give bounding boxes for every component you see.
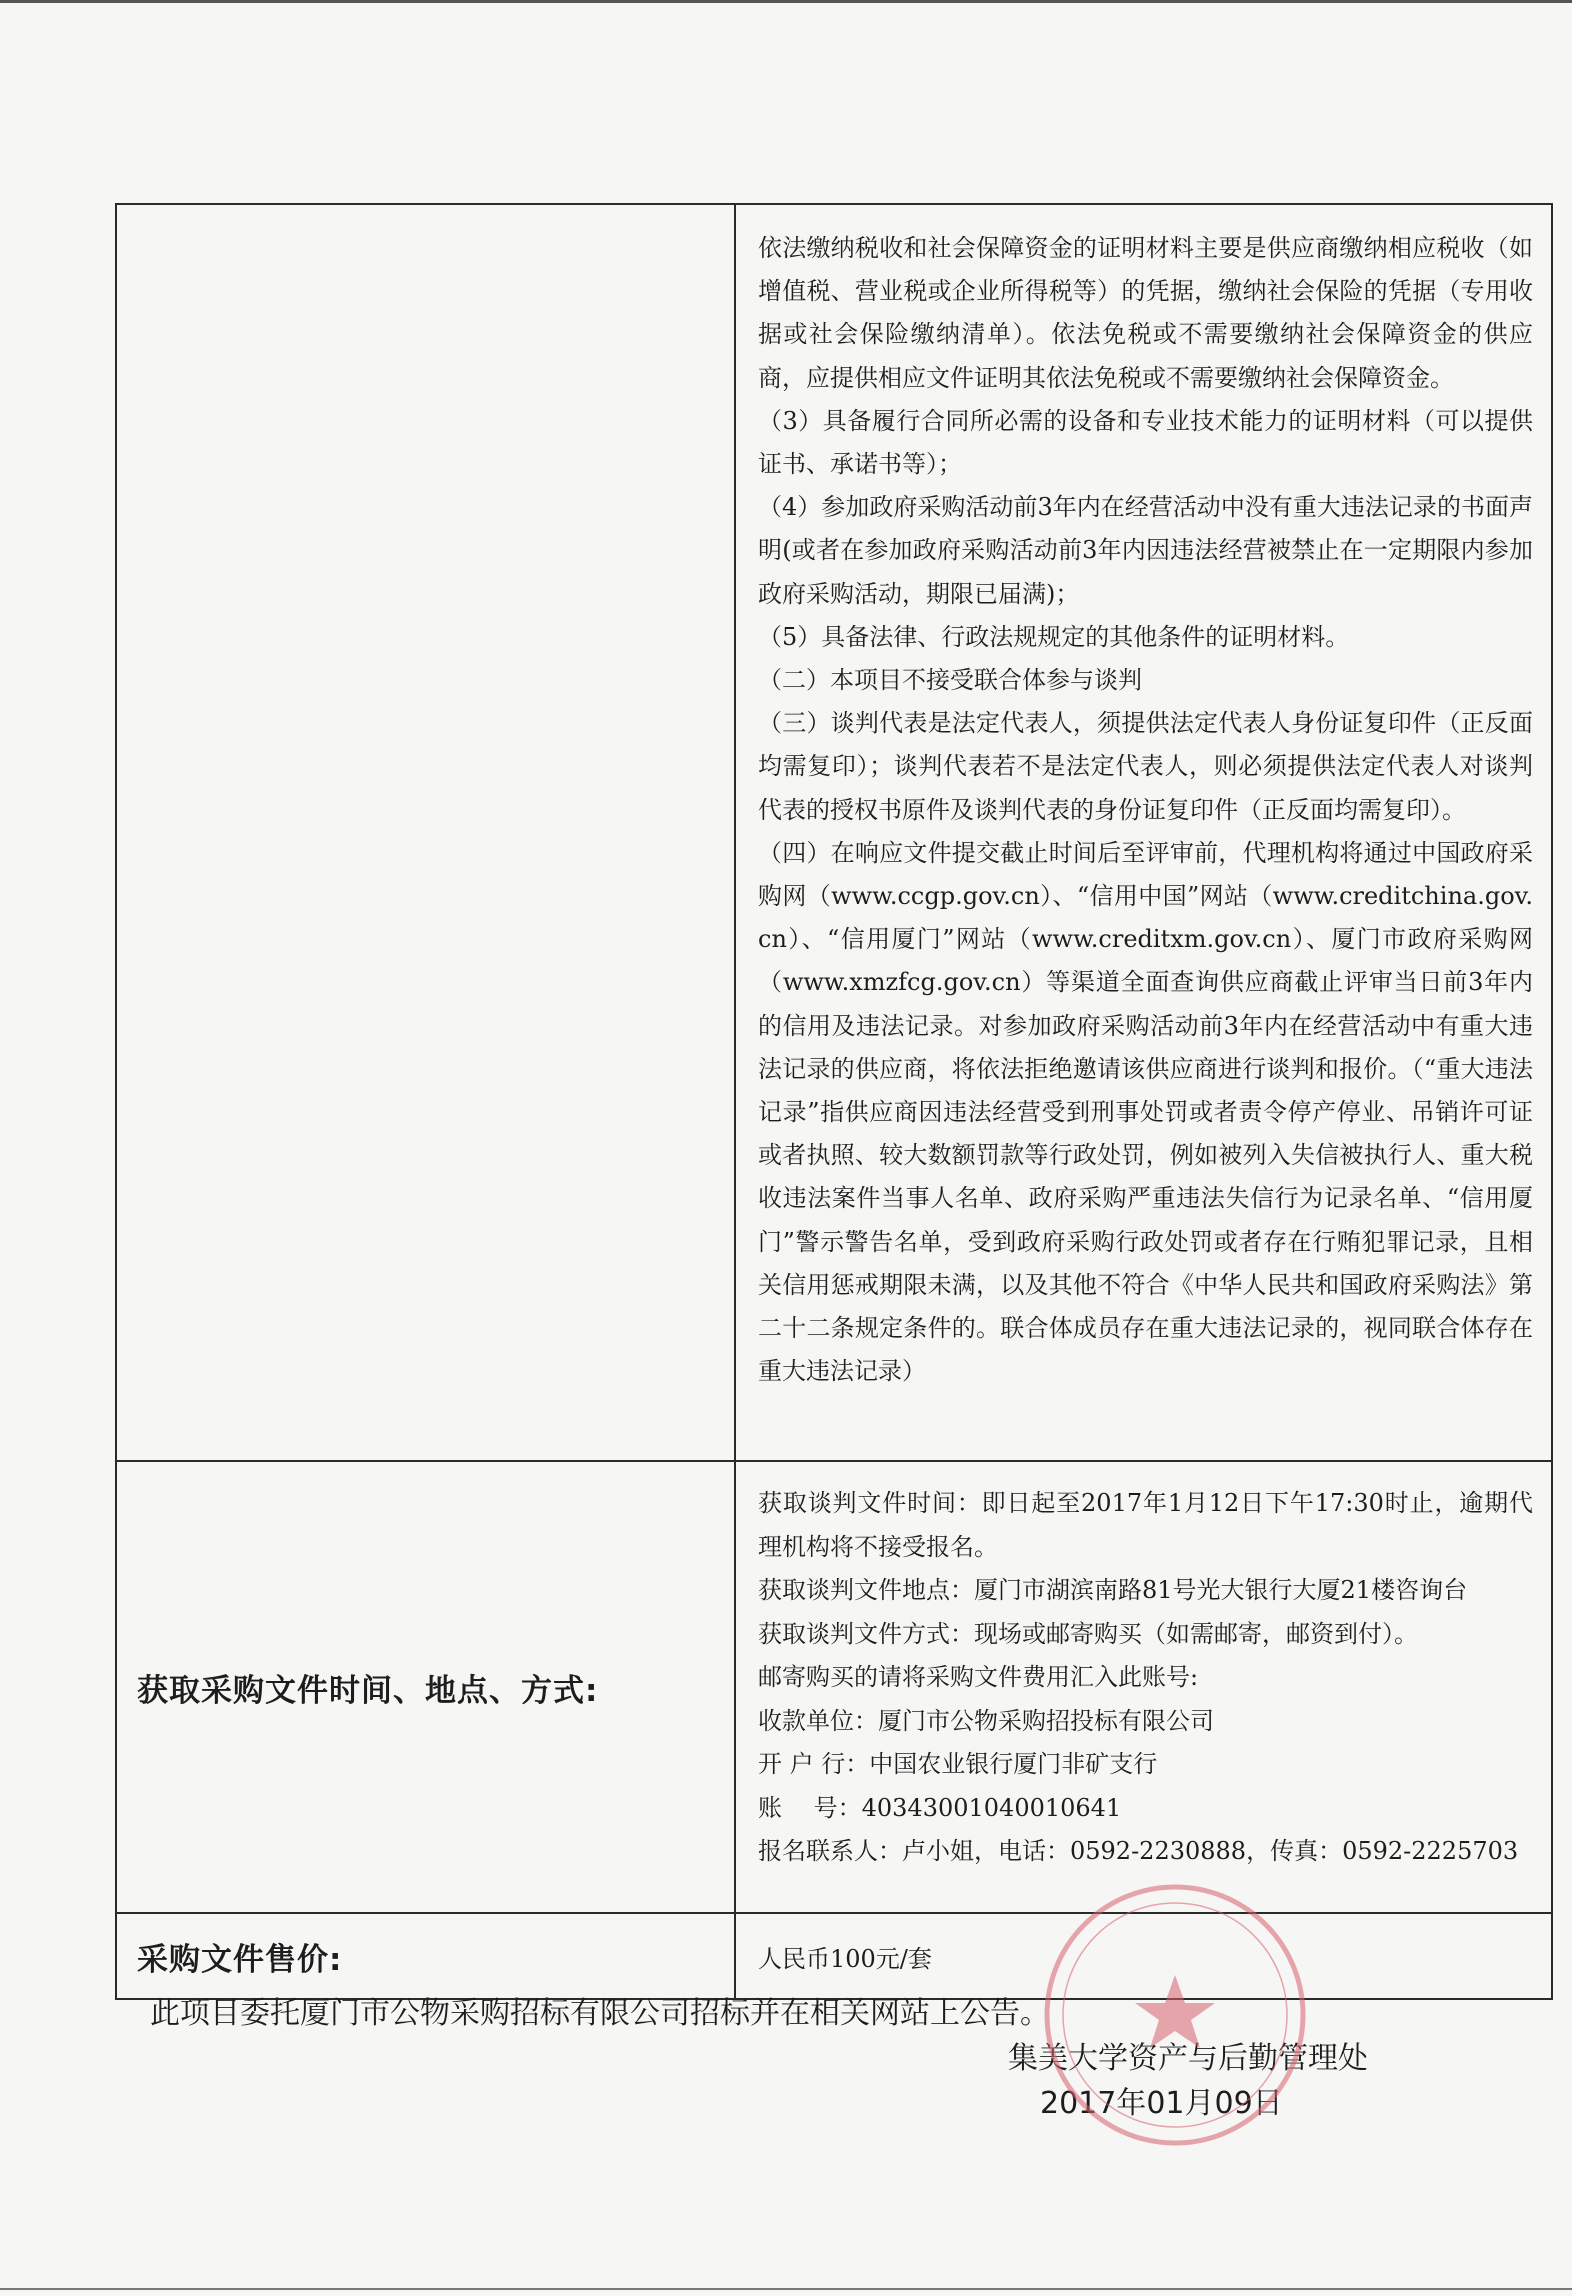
row-content-cell [735,1461,1552,1913]
paragraph: （四）在响应文件提交截止时间后至评审前，代理机构将通过中国政府采购网（www.ccgp.gov.cn）、“信用中国”网站（www.creditchina.gov.cn）、“信用厦门”网站（www.creditxm.gov.cn）、厦门市政府采购网（www.xmzfcg.gov.cn）等渠道全面查询供应商截止评审当日前3年内的信用及违法记录。对参加政府采购活动前3年内在经营活动中有重大违法记录的供应商，将依法拒绝邀请该供应商进行谈判和报价。（“重大违法记录”指供应商因违法经营受到刑事处罚或者责令停产停业、吊销许可证或者执照、较大数额罚款等行政处罚，例如被列入失信被执行人、重大税收违法案件当事人名单、政府采购严重违法失信行为记录名单、“信用厦门”警示警告名单，受到政府采购行政处罚或者存在行贿犯罪记录，且相关信用惩戒期限未满，以及其他不符合《中华人民共和国政府采购法》第二十二条规定条件的。联合体成员存在重大违法记录的，视同联合体存在重大违法记录） [758,838,1533,1386]
row-label-cell [116,1461,735,1913]
detail-line: 开 户 行：中国农业银行厦门非矿支行 [758,1750,1158,1778]
detail-line: 邮寄购买的请将采购文件费用汇入此账号: [758,1663,1199,1691]
qualification-text [736,205,1551,1407]
issuing-organization: 集美大学资产与后勤管理处 [1008,2041,1368,2076]
detail-line: 获取谈判文件方式：现场或邮寄购买（如需邮寄，邮资到付）。 [758,1619,1418,1648]
paragraph: 依法缴纳税收和社会保障资金的证明材料主要是供应商缴纳相应税收（如增值税、营业税或企业所得税等）的凭据，缴纳社会保险的凭据（专用收据或社会保险缴纳清单）。依法免税或不需要缴纳社会保障资金的供应商，应提供相应文件证明其依法免税或不需要缴纳社会保障资金。 [758,234,1533,392]
paragraph: （4）参加政府采购活动前3年内在经营活动中没有重大违法记录的书面声明(或者在参加政府采购活动前3年内因违法经营被禁止在一定期限内参加政府采购活动，期限已届满)； [758,493,1533,608]
table-row [116,204,1552,1461]
paragraph: （3）具备履行合同所必需的设备和专业技术能力的证明材料（可以提供证书、承诺书等）； [758,406,1533,479]
paragraph: （5）具备法律、行政法规规定的其他条件的证明材料。 [758,622,1350,651]
detail-line: 账 号：40343001040010641 [758,1793,1122,1822]
price-value: 人民币100元/套 [758,1945,932,1973]
price-label: 采购文件售价: [137,1941,343,1978]
detail-line: 获取谈判文件时间：即日起至2017年1月12日下午17:30时止，逾期代理机构将不接受报名。 [758,1489,1533,1561]
detail-line: 报名联系人：卢小姐，电话：0592-2230888，传真：0592-2225703 [758,1837,1519,1865]
row-label-cell [116,204,735,1461]
requirements-table [115,203,1553,2000]
detail-line: 获取谈判文件地点：厦门市湖滨南路81号光大银行大厦21楼咨询台 [758,1576,1468,1604]
page-bottom-border [0,2288,1572,2290]
acquisition-label: 获取采购文件时间、地点、方式: [137,1672,599,1709]
announcement-note: 此项目委托厦门市公物采购招标有限公司招标并在相关网站上公告。 [150,1996,1050,2031]
paragraph: （二）本项目不接受联合体参与谈判 [758,666,1142,695]
issue-date: 2017年01月09日 [1040,2086,1283,2121]
official-seal-stamp [1040,1880,1310,2150]
row-label-cell [116,1913,735,1999]
acquisition-details [736,1462,1551,1888]
table-row [116,1913,1552,1999]
page-top-border [0,0,1572,3]
detail-line: 收款单位：厦门市公物采购招投标有限公司 [758,1706,1214,1735]
paragraph: （三）谈判代表是法定代表人，须提供法定代表人身份证复印件（正反面均需复印）；谈判代表若不是法定代表人，则必须提供法定代表人对谈判代表的授权书原件及谈判代表的身份证复印件（正反面均需复印）。 [758,709,1533,824]
row-content-cell [735,204,1552,1461]
table-row [116,1461,1552,1913]
